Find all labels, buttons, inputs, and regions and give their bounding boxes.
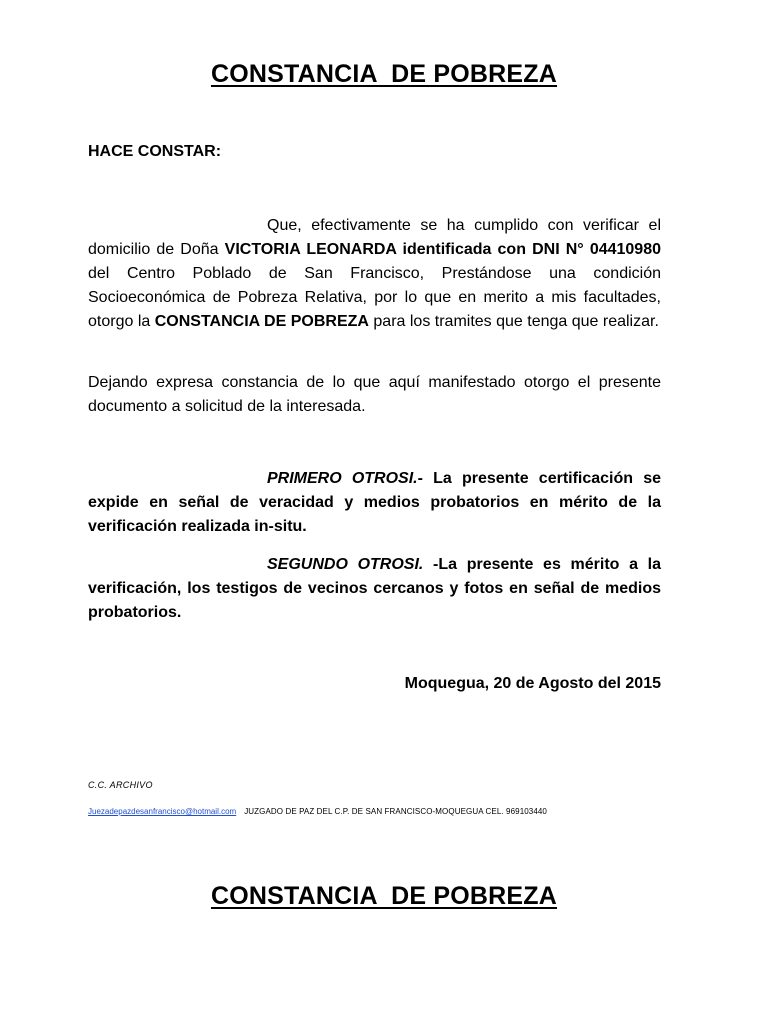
paragraph-constancia: Dejando expresa constancia de lo que aquí manifestado otorgo el presente documento a solicitud de la interesada. [88,374,661,415]
paragraph-segundo-otrosi [88,553,661,625]
beneficiary-name-dni: VICTORIA LEONARDA identificada con DNI N° 04410980 [224,241,662,258]
paragraph1-text-c: para los tramites que tenga que realizar. [368,313,659,330]
court-info: JUZGADO DE PAZ DEL C.P. DE SAN FRANCISCO-MOQUEGUA CEL. 969103440 [244,807,547,816]
document-title-text: CONSTANCIA DE POBREZA [210,60,558,88]
paragraph1-text-a: Que, efectivamente se ha cumplido con verificar el domicilio de Doña [88,217,661,258]
paragraph-primero-otrosi [88,467,661,539]
paragraph1-text-b: del Centro Poblado de San Francisco, Prestándose una condición Socioeconómica de Pobreza Relativa, por lo que en merito a mis facultades, otorgo la [88,265,661,330]
segundo-otrosi-text: -La presente es mérito a la verificación, los testigos de vecinos cercanos y fotos en señal de medios probatorios. [88,556,662,621]
document-name-inline: CONSTANCIA DE POBREZA [154,313,369,330]
footer [88,807,547,816]
cc-archivo: C.C. ARCHIVO [88,780,153,790]
segundo-otrosi-label: SEGUNDO OTROSI. [267,556,424,573]
document-title-repeat [0,882,768,911]
hace-constar-heading: HACE CONSTAR: [88,143,222,160]
primero-otrosi-label: PRIMERO OTROSI. [267,470,418,487]
email-link[interactable]: Juezadepazdesanfrancisco@hotmail.com [88,807,237,816]
paragraph-verification [88,214,661,334]
document-title [0,60,768,89]
primero-otrosi-text: - La presente certificación se expide en señal de veracidad y medios probatorios en mérito de la verificación realizada in-situ. [88,470,662,535]
document-date: Moquegua, 20 de Agosto del 2015 [404,675,661,692]
document-title-repeat-text: CONSTANCIA DE POBREZA [210,882,558,910]
